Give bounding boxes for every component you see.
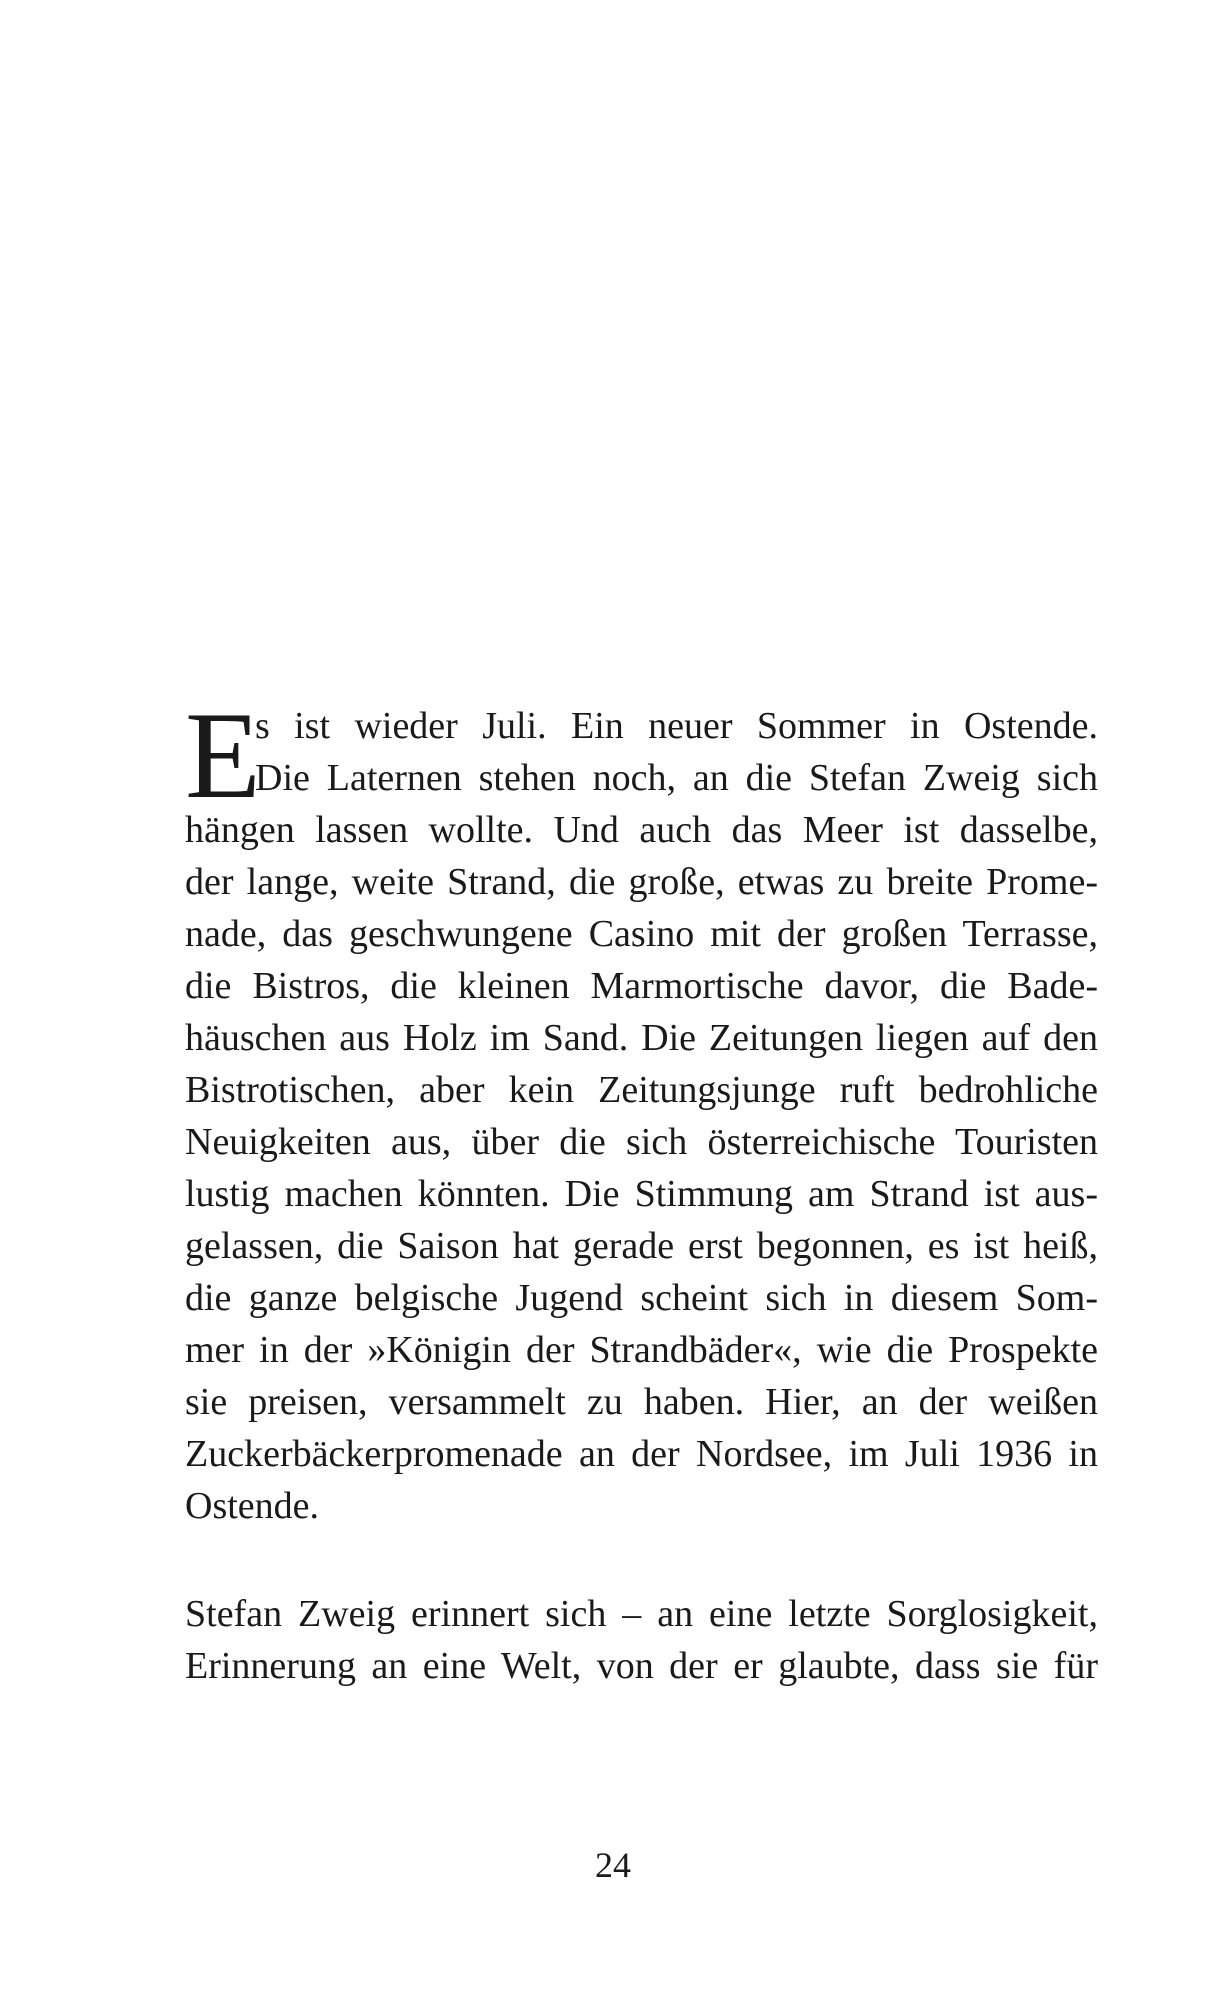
text-line: Neuigkeiten aus, über die sich österreichische Touristen bbox=[185, 1121, 1098, 1163]
text-line: lustig machen könnten. Die Stimmung am Strand ist aus- bbox=[185, 1173, 1098, 1215]
text-line: s ist wieder Juli. Ein neuer Sommer in Ostende. bbox=[255, 705, 1098, 747]
text-line: hängen lassen wollte. Und auch das Meer ist dasselbe, bbox=[185, 809, 1098, 851]
paragraph-1 bbox=[185, 687, 1098, 1532]
text-line-last: Ostende. bbox=[185, 1485, 320, 1527]
text-line: nade, das geschwungene Casino mit der großen Terrasse, bbox=[185, 913, 1098, 955]
text-line: häuschen aus Holz im Sand. Die Zeitungen liegen auf den bbox=[185, 1017, 1098, 1059]
text-line: Die Laternen stehen noch, an die Stefan Zweig sich bbox=[255, 757, 1098, 799]
text-line: die ganze belgische Jugend scheint sich in diesem Som- bbox=[185, 1277, 1098, 1319]
text-line: sie preisen, versammelt zu haben. Hier, an der weißen bbox=[185, 1381, 1098, 1423]
drop-cap-block bbox=[185, 687, 1098, 824]
text-line: Stefan Zweig erinnert sich – an eine letzte Sorglosigkeit, bbox=[185, 1593, 1098, 1635]
text-line: Erinnerung an eine Welt, von der er glaubte, dass sie für bbox=[185, 1645, 1098, 1687]
text-line: Zuckerbäckerpromenade an der Nordsee, im Juli 1936 in bbox=[185, 1433, 1098, 1475]
paragraph-2 bbox=[185, 1588, 1098, 1692]
text-line: Bistrotischen, aber kein Zeitungsjunge ruft bedrohliche bbox=[185, 1069, 1098, 1111]
text-line: der lange, weite Strand, die große, etwas zu breite Prome- bbox=[185, 861, 1098, 903]
drop-cap: E bbox=[185, 687, 261, 824]
page-number: 24 bbox=[595, 1845, 631, 1885]
text-line: die Bistros, die kleinen Marmortische davor, die Bade- bbox=[185, 965, 1098, 1007]
text-line: gelassen, die Saison hat gerade erst begonnen, es ist heiß, bbox=[185, 1225, 1098, 1267]
text-line: mer in der »Königin der Strandbäder«, wie die Prospekte bbox=[185, 1329, 1098, 1371]
